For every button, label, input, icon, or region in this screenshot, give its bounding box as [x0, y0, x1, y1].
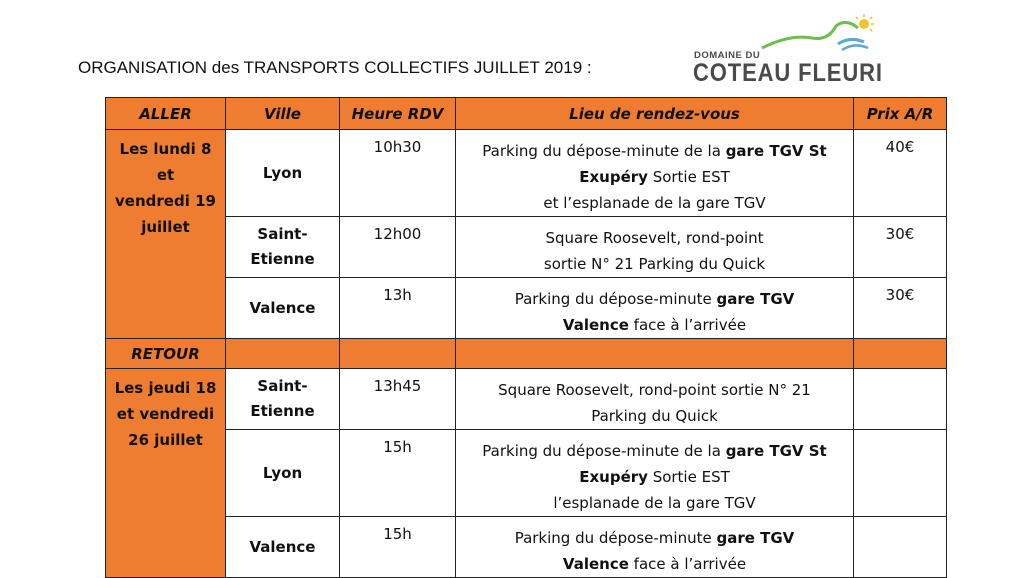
heure-cell: 12h00: [340, 217, 456, 278]
prix-cell: 30€: [854, 278, 947, 339]
heure-cell: 13h45: [340, 369, 456, 430]
lieu-cell: Parking du dépose-minute gare TGV Valence face à l’arrivée: [456, 517, 854, 578]
logo-line1: DOMAINE DU: [694, 50, 761, 61]
header-heure: Heure RDV: [340, 98, 456, 130]
header-row: [106, 98, 947, 130]
lieu-cell: Square Roosevelt, rond-point sortie N° 21 Parking du Quick: [456, 369, 854, 430]
heure-cell: 13h: [340, 278, 456, 339]
prix-cell: [854, 517, 947, 578]
retour-row: [106, 339, 947, 369]
ville-cell: Lyon: [226, 130, 340, 217]
prix-cell: [854, 369, 947, 430]
ville-cell: Saint- Etienne: [226, 217, 340, 278]
lieu-cell: Square Roosevelt, rond-point sortie N° 21 Parking du Quick: [456, 217, 854, 278]
header-prix: Prix A/R: [854, 98, 947, 130]
ville-cell: Valence: [226, 517, 340, 578]
retour-dates: Les jeudi 18 et vendredi 26 juillet: [106, 369, 226, 578]
lieu-cell: Parking du dépose-minute gare TGV Valence face à l’arrivée: [456, 278, 854, 339]
table-row: [106, 369, 947, 430]
prix-cell: 40€: [854, 130, 947, 217]
table-row: [106, 217, 947, 278]
prix-cell: 30€: [854, 217, 947, 278]
aller-dates: Les lundi 8 et vendredi 19 juillet: [106, 130, 226, 339]
table-row: [106, 278, 947, 339]
logo: [690, 14, 883, 87]
table-row: [106, 517, 947, 578]
ville-cell: Saint- Etienne: [226, 369, 340, 430]
transport-table: [105, 97, 947, 578]
retour-label: RETOUR: [106, 339, 226, 369]
prix-cell: [854, 430, 947, 517]
lieu-cell: Parking du dépose-minute de la gare TGV St Exupéry Sortie EST l’esplanade de la gare TGV: [456, 430, 854, 517]
lieu-cell: Parking du dépose-minute de la gare TGV St Exupéry Sortie EST et l’esplanade de la gare TGV: [456, 130, 854, 217]
ville-cell: Valence: [226, 278, 340, 339]
heure-cell: 10h30: [340, 130, 456, 217]
header-lieu: Lieu de rendez-vous: [456, 98, 854, 130]
heure-cell: 15h: [340, 517, 456, 578]
heure-cell: 15h: [340, 430, 456, 517]
ville-cell: Lyon: [226, 430, 340, 517]
header-aller: ALLER: [106, 98, 226, 130]
logo-line2: COTEAU FLEURI: [693, 59, 883, 87]
table-row: [106, 130, 947, 217]
table-row: [106, 430, 947, 517]
header-ville: Ville: [226, 98, 340, 130]
page-title: ORGANISATION des TRANSPORTS COLLECTIFS JUILLET 2019 :: [78, 58, 592, 77]
logo-landscape-icon: [760, 14, 880, 54]
